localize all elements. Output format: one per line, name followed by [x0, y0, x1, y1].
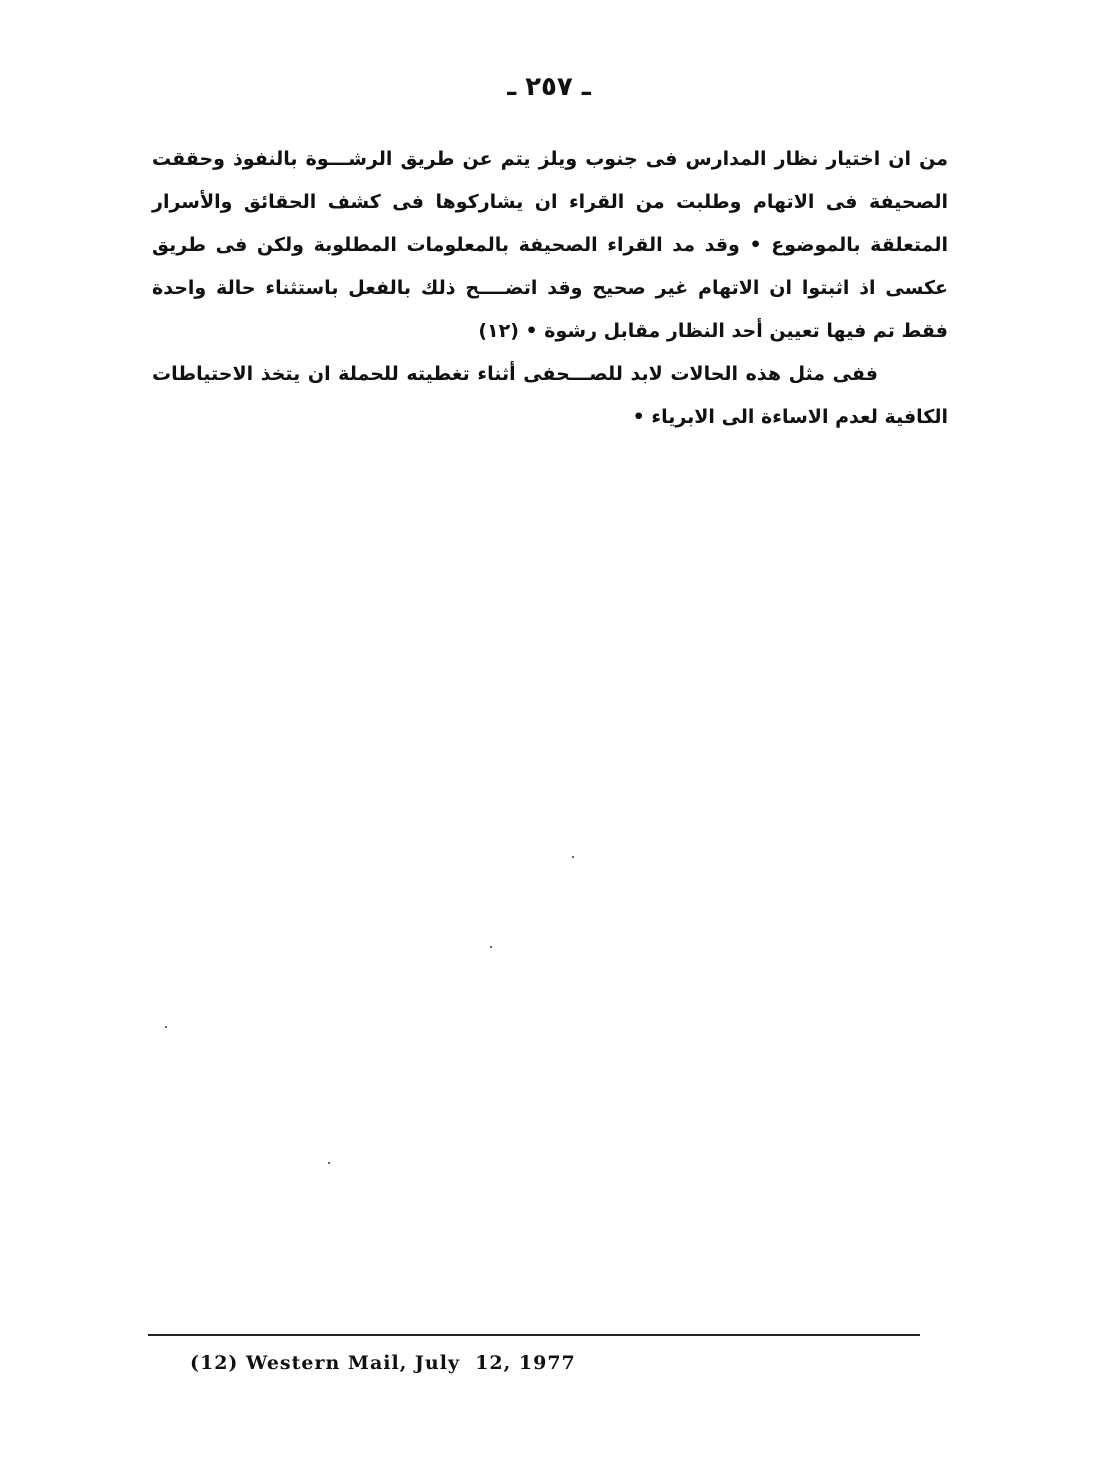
footnote-divider	[148, 1334, 920, 1336]
paragraph: من ان اختيار نظار المدارس فى جنوب ويلز يتم عن طريق الرشـــوة بالنفوذ وحققت الصحيفة فى الاتهام وطلبت من القراء ان يشاركوها فى كشف الحقائق والأسرار المتعلقة بالموضوع • وقد مد القراء الصحيفة بالمعلومات المطلوبة ولكن فى طريق عكسى اذ اثبتوا ان الاتهام غير صحيح وقد اتضــــح ذلك بالفعل باستثناء حالة واحدة فقط تم فيها تعيين أحد النظار مقابل رشوة • (١٢)	[152, 148, 948, 342]
paragraph: ففى مثل هذه الحالات لابد للصـــحفى أثناء تغطيته للحملة ان يتخذ الاحتياطات الكافية لعدم الاساءة الى الابرياء •	[152, 363, 948, 428]
scan-speck	[165, 1026, 167, 1028]
scan-speck	[490, 946, 492, 948]
footnote: (12) Western Mail, July 12, 1977	[190, 1352, 576, 1374]
body-text	[152, 138, 948, 439]
page-number: ـ ٢٥٧ ـ	[507, 72, 591, 102]
scan-speck	[572, 856, 574, 858]
scan-speck	[328, 1162, 330, 1164]
